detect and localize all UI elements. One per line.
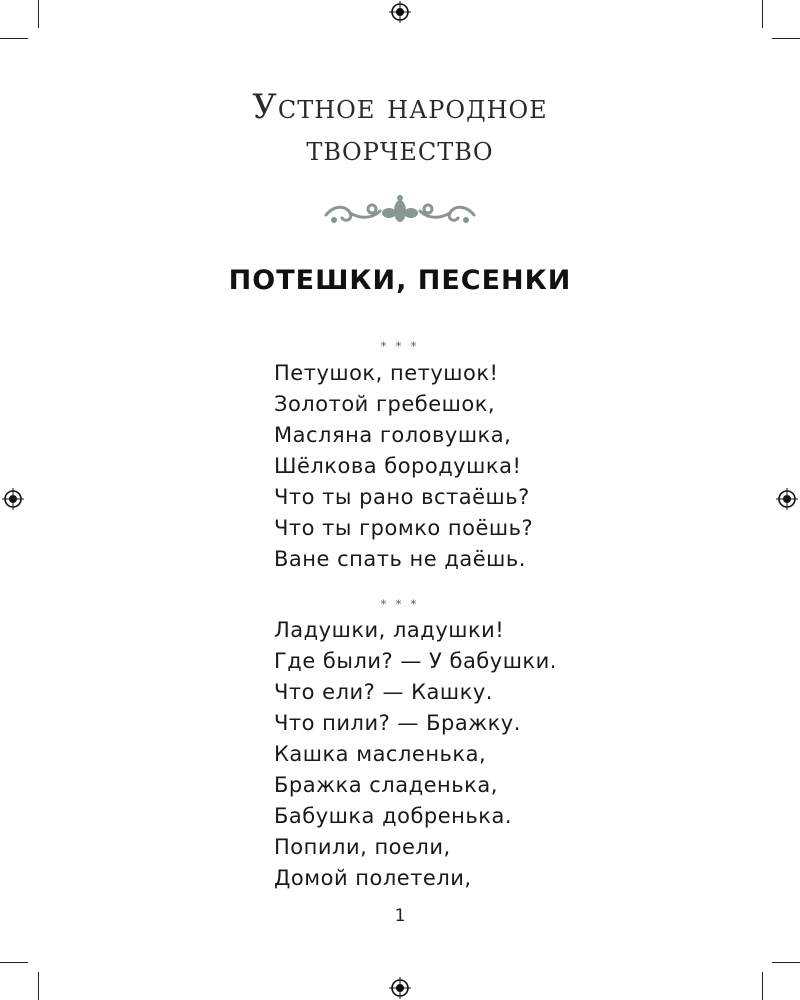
poem-1: [274, 358, 533, 575]
registration-mark-icon: [389, 977, 411, 999]
crop-mark: [38, 0, 39, 28]
poem-line: Масляна головушка,: [274, 423, 512, 447]
poem-line: Попили, поели,: [274, 835, 451, 859]
poem-separator: * * *: [380, 598, 420, 611]
poem-separator: * * *: [380, 340, 420, 353]
crop-mark: [772, 38, 800, 39]
chapter-title-line-1: Устное народное: [252, 87, 548, 127]
registration-mark-icon: [389, 1, 411, 23]
crop-mark: [0, 38, 28, 39]
registration-mark-icon: [776, 488, 798, 510]
poem-line: Золотой гребешок,: [274, 392, 496, 416]
section-title: ПОТЕШКИ, ПЕСЕНКИ: [228, 265, 572, 296]
crop-mark: [0, 962, 28, 963]
poem-line: Что ты громко поёшь?: [274, 516, 534, 540]
floral-divider-icon: [320, 193, 480, 229]
poem-2: [274, 615, 557, 894]
poem-line: Что ели? — Кашку.: [274, 680, 493, 704]
crop-mark: [762, 972, 763, 1000]
poem-line: Бражка сладенька,: [274, 773, 498, 797]
poem-line: Что ты рано встаёшь?: [274, 485, 530, 509]
crop-mark: [772, 962, 800, 963]
poem-line: Кашка масленька,: [274, 742, 487, 766]
poem-line: Бабушка добренька.: [274, 804, 513, 828]
poem-line: Где были? — У бабушки.: [274, 649, 557, 673]
poem-line: Ване спать не даёшь.: [274, 547, 526, 571]
crop-mark: [762, 0, 763, 28]
poem-line: Шёлкова бородушка!: [274, 454, 522, 478]
poem-line: Что пили? — Бражку.: [274, 711, 521, 735]
crop-mark: [38, 972, 39, 1000]
poem-line: Петушок, петушок!: [274, 361, 499, 385]
page-number: 1: [394, 906, 406, 926]
poem-line: Домой полетели,: [274, 866, 472, 890]
poem-line: Ладушки, ладушки!: [274, 618, 505, 642]
chapter-title-line-2: творчество: [306, 129, 494, 169]
registration-mark-icon: [2, 488, 24, 510]
chapter-title: [0, 86, 800, 170]
